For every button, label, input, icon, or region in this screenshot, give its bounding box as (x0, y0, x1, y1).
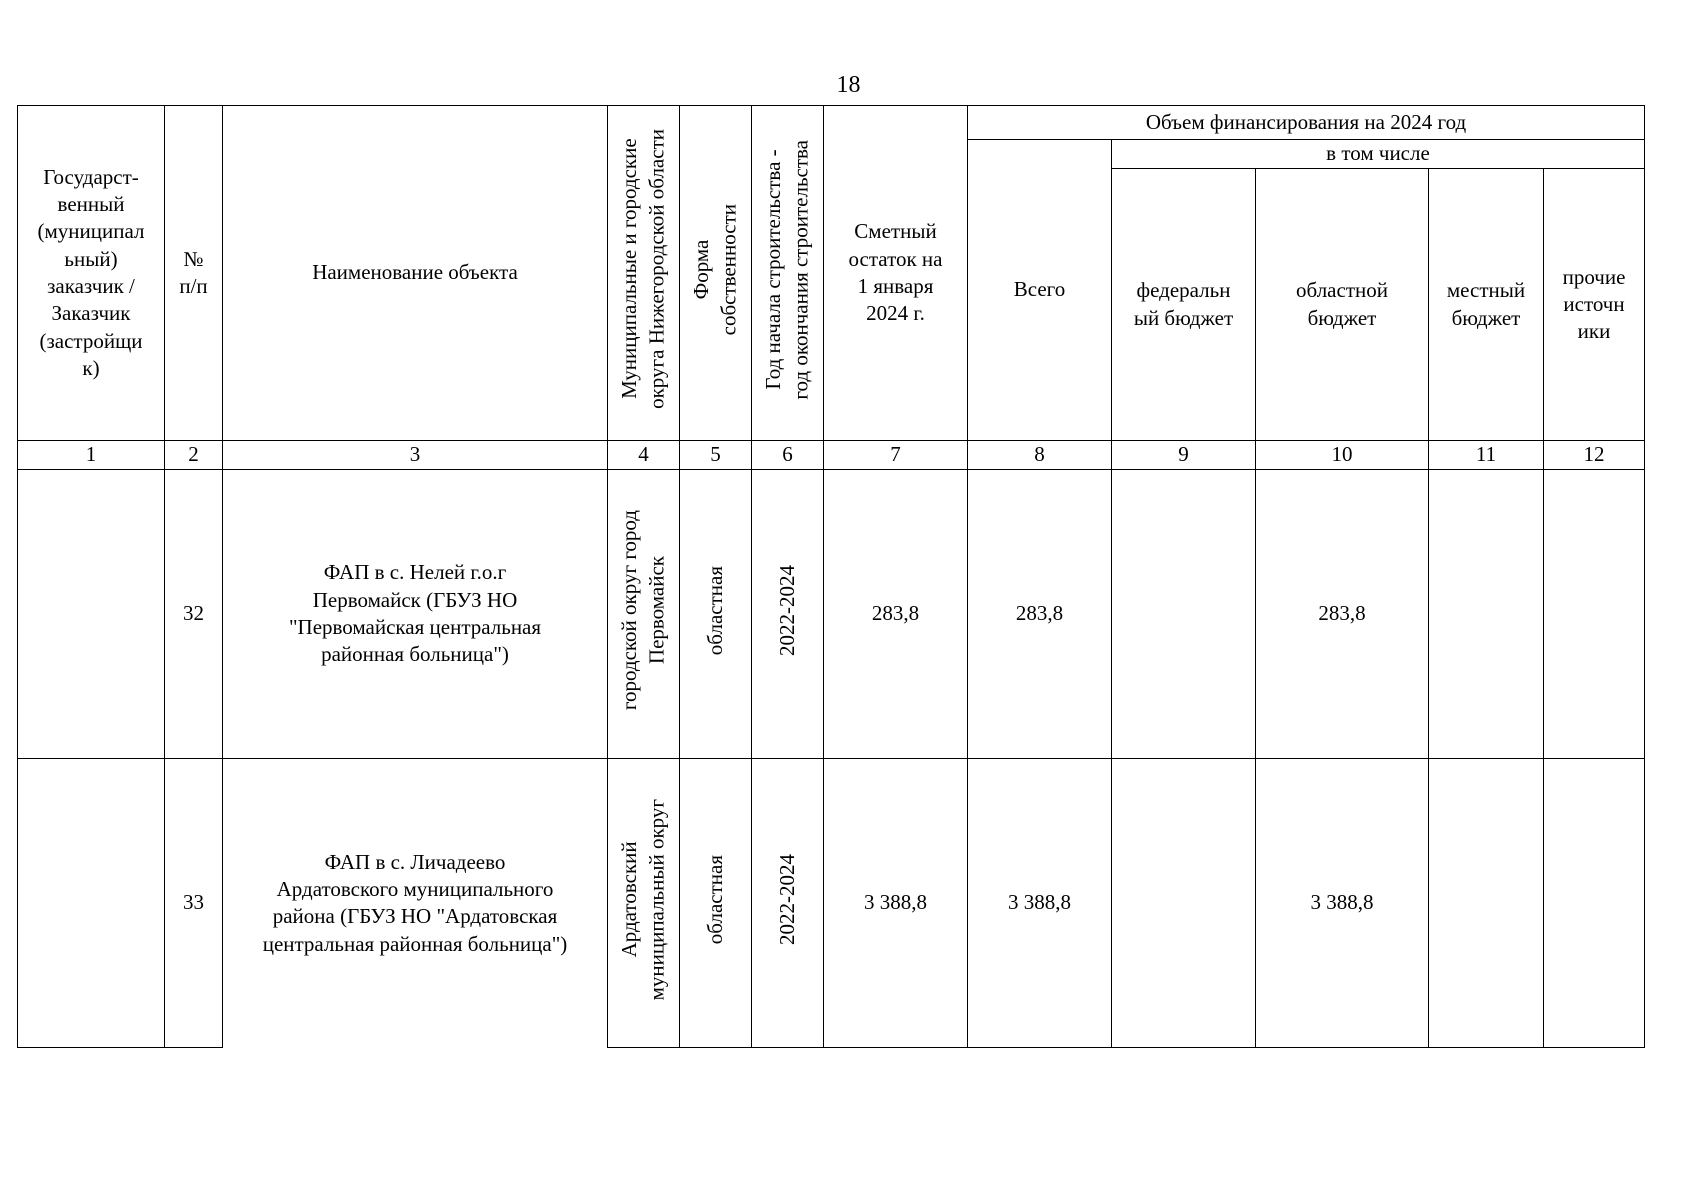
row-estimated-balance: 283,8 (824, 470, 968, 759)
row-customer (18, 470, 165, 759)
header-number: № п/п (165, 106, 223, 441)
table-row (18, 470, 1645, 759)
row-municipality: Ардатовский муниципальный округ (617, 798, 669, 1001)
row-ownership-cell (680, 759, 752, 1048)
column-number: 2 (165, 441, 223, 470)
column-number: 3 (223, 441, 608, 470)
column-number: 5 (680, 441, 752, 470)
header-local: местный бюджет (1429, 169, 1544, 441)
row-years-cell (752, 470, 824, 759)
column-number: 11 (1429, 441, 1544, 470)
page-number: 18 (836, 72, 861, 98)
column-number: 4 (608, 441, 680, 470)
header-financing-title: Объем финансирования на 2024 год (968, 106, 1645, 140)
row-total: 3 388,8 (968, 759, 1112, 1048)
header-customer: Государст- венный (муниципал ьный) заказчик / Заказчик (застройщи к) (18, 106, 165, 441)
row-municipality-cell (608, 470, 680, 759)
header-years: Год начала строительства - год окончания строительства (761, 139, 813, 400)
row-local (1429, 470, 1544, 759)
row-ownership: областная (702, 854, 727, 944)
row-other (1544, 759, 1645, 1048)
column-number: 9 (1112, 441, 1256, 470)
header-municipality-cell (608, 106, 680, 441)
row-other (1544, 470, 1645, 759)
row-customer (18, 759, 165, 1048)
header-object-name: Наименование объекта (223, 106, 608, 441)
column-number: 6 (752, 441, 824, 470)
header-ownership: Форма собственности (689, 203, 741, 336)
column-number: 1 (18, 441, 165, 470)
row-local (1429, 759, 1544, 1048)
column-number: 12 (1544, 441, 1645, 470)
row-number: 32 (165, 470, 223, 759)
row-federal (1112, 470, 1256, 759)
header-ownership-cell (680, 106, 752, 441)
header-estimated-balance: Сметный остаток на 1 января 2024 г. (824, 106, 968, 441)
row-years: 2022-2024 (774, 564, 799, 656)
row-federal (1112, 759, 1256, 1048)
column-numbers-row (18, 441, 1645, 470)
header-federal: федеральн ый бюджет (1112, 169, 1256, 441)
header-municipality: Муниципальные и городские округа Нижегородской области (617, 129, 669, 410)
row-number: 33 (165, 759, 223, 1048)
header-years-cell (752, 106, 824, 441)
row-total: 283,8 (968, 470, 1112, 759)
row-regional: 3 388,8 (1256, 759, 1429, 1048)
header-other: прочие источн ики (1544, 169, 1645, 441)
table-row (18, 759, 1645, 1048)
row-years-cell (752, 759, 824, 1048)
row-estimated-balance: 3 388,8 (824, 759, 968, 1048)
header-total: Всего (968, 140, 1112, 441)
row-years: 2022-2024 (774, 853, 799, 945)
column-number: 8 (968, 441, 1112, 470)
column-number: 10 (1256, 441, 1429, 470)
row-regional: 283,8 (1256, 470, 1429, 759)
column-number: 7 (824, 441, 968, 470)
row-municipality: городской округ город Первомайск (617, 510, 669, 711)
row-object-name: ФАП в с. Личадеево Ардатовского муниципального района (ГБУЗ НО "Ардатовская центральная районная больница") (223, 759, 608, 1048)
header-including: в том числе (1112, 140, 1645, 169)
row-municipality-cell (608, 759, 680, 1048)
row-ownership: областная (702, 565, 727, 655)
header-regional: областной бюджет (1256, 169, 1429, 441)
row-object-name: ФАП в с. Нелей г.о.г Первомайск (ГБУЗ НО "Первомайская центральная районная больница") (223, 470, 608, 759)
investment-table (17, 105, 1645, 1048)
row-ownership-cell (680, 470, 752, 759)
